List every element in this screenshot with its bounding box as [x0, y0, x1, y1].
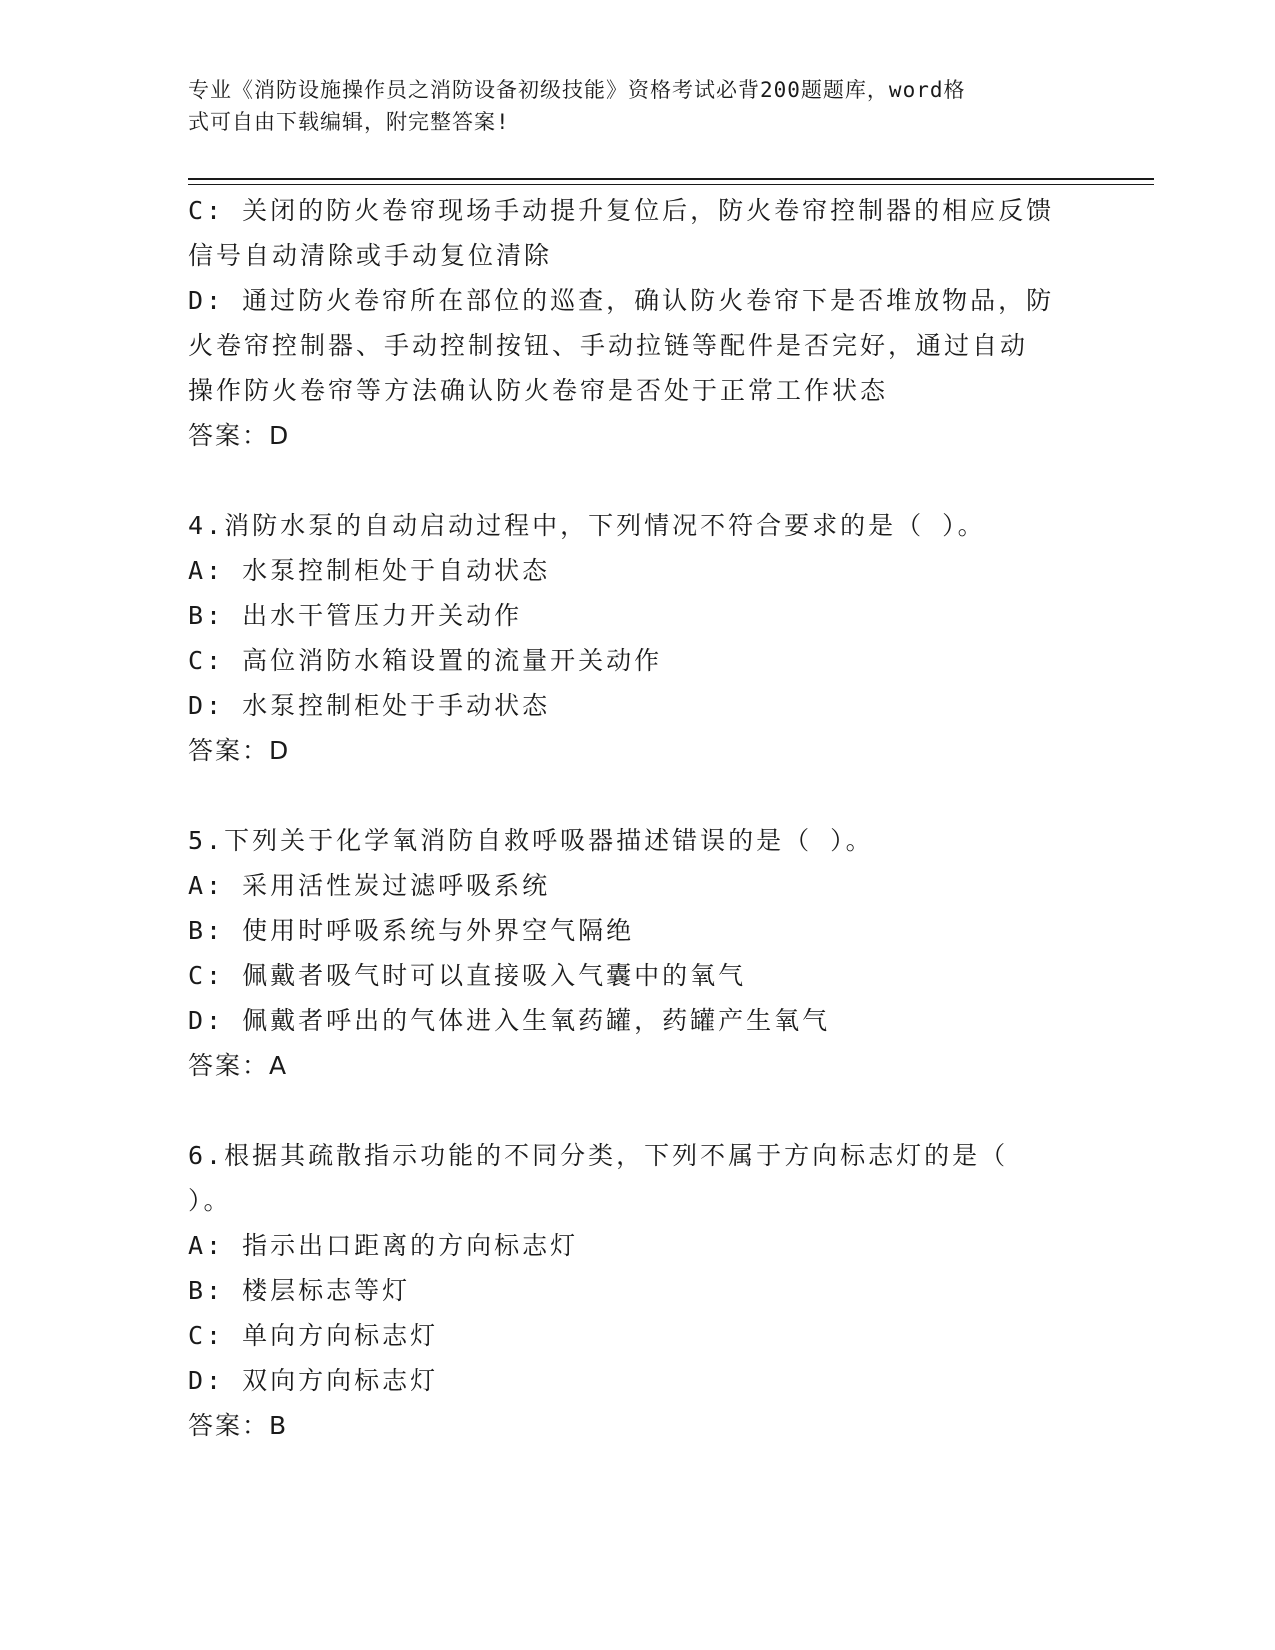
- header-divider-thin: [188, 184, 1154, 185]
- option-b: B: 出水干管压力开关动作: [188, 601, 523, 630]
- answer-line: 答案：D: [188, 421, 291, 450]
- answer-line: 答案：B: [188, 1411, 289, 1440]
- option-d-continuation: 操作防火卷帘等方法确认防火卷帘是否处于正常工作状态: [188, 376, 889, 405]
- option-d: D: 双向方向标志灯: [188, 1366, 439, 1395]
- question-stem: 4.消防水泵的自动启动过程中，下列情况不符合要求的是（ ）。: [188, 511, 986, 540]
- question-block-4: [188, 503, 1088, 774]
- option-d: D: 水泵控制柜处于手动状态: [188, 691, 551, 720]
- header-divider-thick: [188, 178, 1154, 180]
- document-header: [188, 74, 1068, 138]
- answer-line: 答案：D: [188, 736, 291, 765]
- spacer: [188, 774, 1088, 818]
- option-c: C: 关闭的防火卷帘现场手动提升复位后，防火卷帘控制器的相应反馈: [188, 196, 1055, 225]
- option-d-continuation: 火卷帘控制器、手动控制按钮、手动拉链等配件是否完好，通过自动: [188, 331, 1029, 360]
- spacer: [188, 1089, 1088, 1133]
- header-title-line-2: 式可自由下载编辑，附完整答案!: [188, 110, 510, 134]
- question-block-5: [188, 818, 1088, 1089]
- question-stem: 6.根据其疏散指示功能的不同分类，下列不属于方向标志灯的是（: [188, 1141, 1009, 1170]
- option-a: A: 水泵控制柜处于自动状态: [188, 556, 551, 585]
- option-a: A: 指示出口距离的方向标志灯: [188, 1231, 579, 1260]
- option-c: C: 高位消防水箱设置的流量开关动作: [188, 646, 663, 675]
- answer-line: 答案：A: [188, 1051, 289, 1080]
- option-d: D: 佩戴者呼出的气体进入生氧药罐，药罐产生氧气: [188, 1006, 831, 1035]
- question-stem: 5.下列关于化学氧消防自救呼吸器描述错误的是（ ）。: [188, 826, 874, 855]
- question-block-6: [188, 1133, 1088, 1449]
- question-content: [188, 188, 1088, 1449]
- header-title-line-1: 专业《消防设施操作员之消防设备初级技能》资格考试必背200题题库，word格: [188, 78, 966, 102]
- option-b: B: 使用时呼吸系统与外界空气隔绝: [188, 916, 635, 945]
- spacer: [188, 459, 1088, 503]
- option-d: D: 通过防火卷帘所在部位的巡查，确认防火卷帘下是否堆放物品，防: [188, 286, 1055, 315]
- option-c: C: 单向方向标志灯: [188, 1321, 439, 1350]
- option-b: B: 楼层标志等灯: [188, 1276, 411, 1305]
- previous-question-block: [188, 188, 1088, 459]
- option-a: A: 采用活性炭过滤呼吸系统: [188, 871, 551, 900]
- option-c-continuation: 信号自动清除或手动复位清除: [188, 241, 553, 270]
- question-stem-continuation: ）。: [188, 1186, 232, 1215]
- option-c: C: 佩戴者吸气时可以直接吸入气囊中的氧气: [188, 961, 747, 990]
